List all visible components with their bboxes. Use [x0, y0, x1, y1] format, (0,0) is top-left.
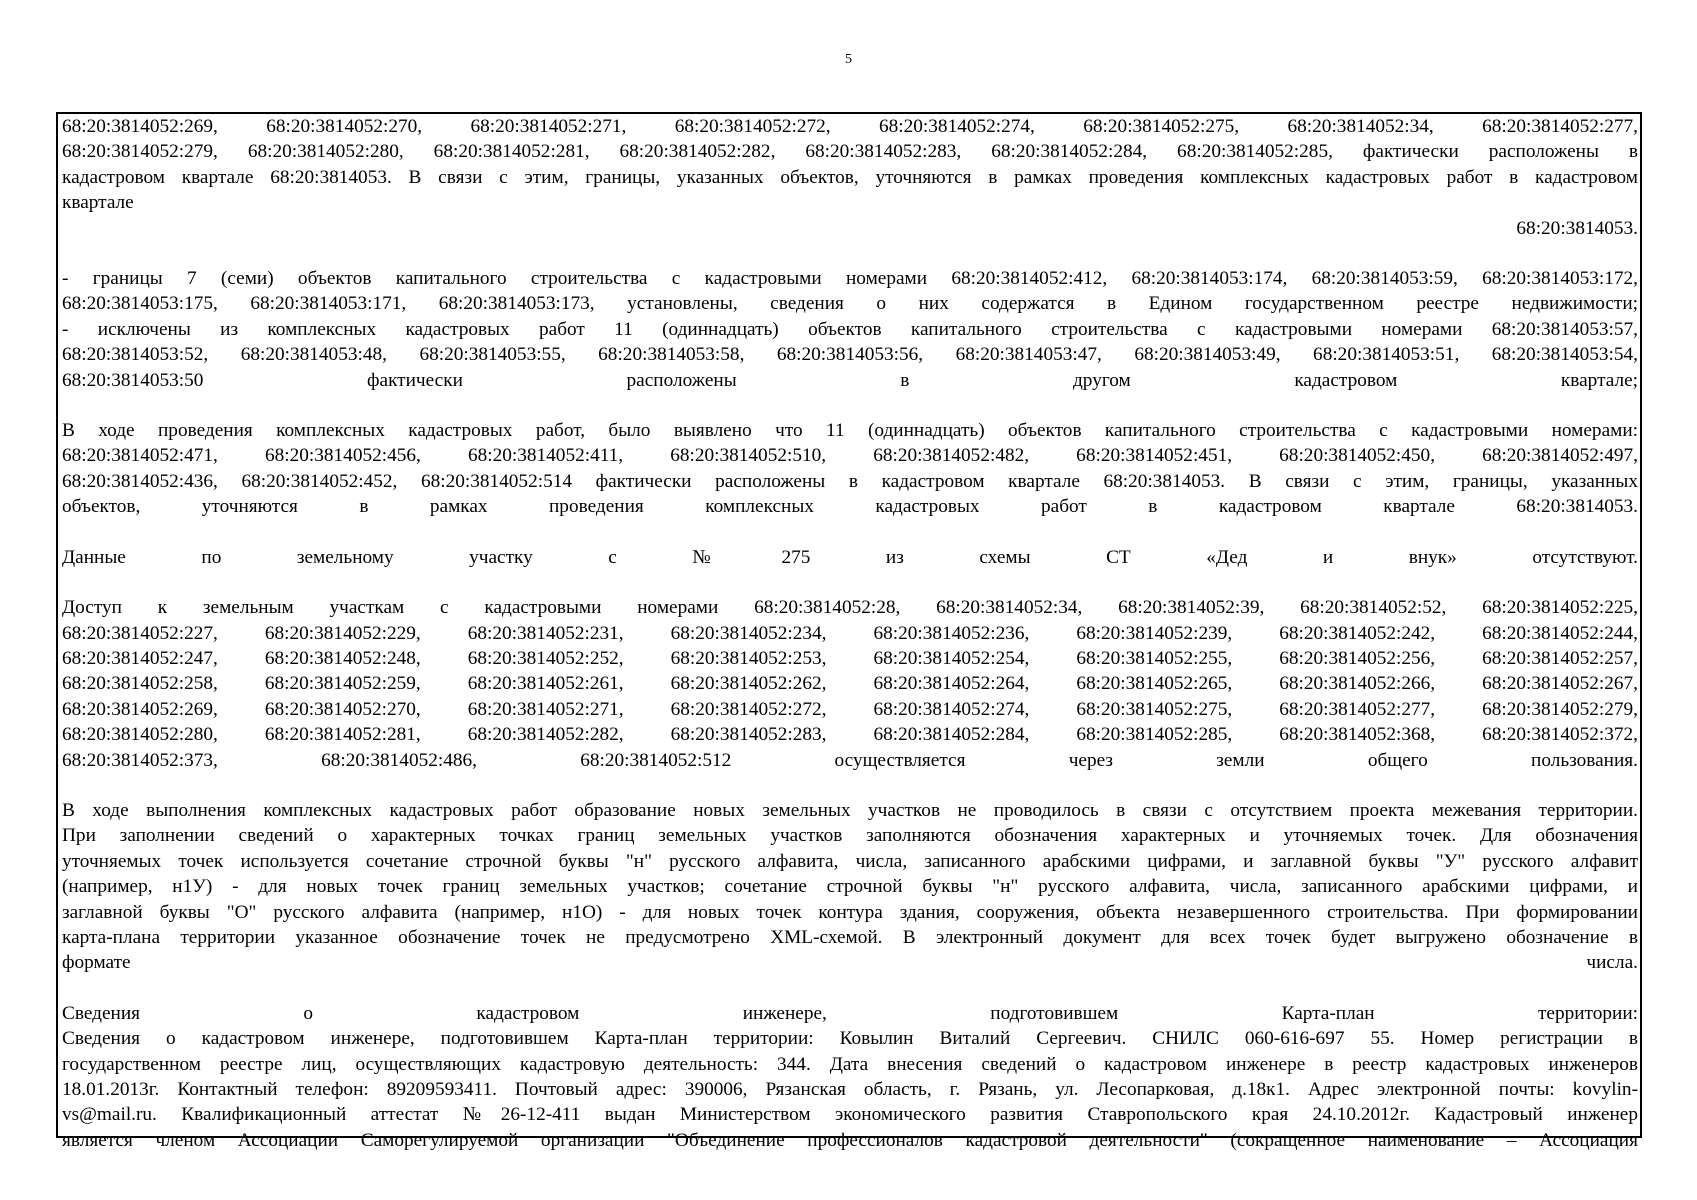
text-line: - исключены из комплексных кадастровых работ 11 (одиннадцать) объектов капитального строительства с кадастровыми номерами 68:20:3814053:57,	[62, 318, 1638, 340]
paragraph-plot-275-missing	[62, 545, 1638, 570]
text-line: vs@mail.ru. Квалификационный аттестат №26-12-411 выдан Министерством экономического развития Ставропольского края 24.10.2012г. Кадастровый инженер	[62, 1104, 1638, 1126]
text-line: карта-плана территории указанное обозначение точек не предусмотрено XML-схемой. В электронный документ для всех точек будет выгружено обозначение в	[62, 926, 1638, 948]
text-line: В ходе выполнения комплексных кадастровых работ образование новых земельных участков не проводилось в связи с отсутствием проекта межевания территории.	[62, 799, 1638, 821]
paragraph-capital-construction-borders	[62, 266, 1638, 393]
text-line: кадастровом квартале 68:20:3814053. В связи с этим, границы, указанных объектов, уточняются в рамках проведения комплексных кадастровых работ в кадастровом	[62, 166, 1638, 188]
document-body	[62, 114, 1638, 1178]
text-line: объектов, уточняются в рамках проведения комплексных кадастровых работ в кадастровом квартале 68:20:3814053.	[62, 496, 1638, 518]
text-line: 68:20:3814053.	[1516, 217, 1638, 239]
text-line: 68:20:3814053:52, 68:20:3814053:48, 68:20:3814053:55, 68:20:3814053:58, 68:20:3814053:56, 68:20:3814053:47, 68:20:3814053:49, 68:20:3814053:51, 68:20:3814053:54,	[62, 344, 1638, 366]
text-line: Доступ к земельным участкам с кадастровыми номерами 68:20:3814052:28, 68:20:3814052:34, 68:20:3814052:39, 68:20:3814052:52, 68:20:3814052:225,	[62, 597, 1638, 619]
text-line: заглавной буквы "О" русского алфавита (например, н1О) - для новых точек контура здания, сооружения, объекта незавершенного строительства. При формировании	[62, 901, 1638, 923]
paragraph-cadastral-engineer-info	[62, 1001, 1638, 1153]
text-line: 68:20:3814052:247, 68:20:3814052:248, 68:20:3814052:252, 68:20:3814052:253, 68:20:3814052:254, 68:20:3814052:255, 68:20:3814052:256, 68:20:3814052:257,	[62, 647, 1638, 669]
text-line: При заполнении сведений о характерных точках границ земельных участков заполняются обозначения характерных и уточняемых точек. Для обозначения	[62, 825, 1638, 847]
text-line: 68:20:3814052:269, 68:20:3814052:270, 68:20:3814052:271, 68:20:3814052:272, 68:20:3814052:274, 68:20:3814052:275, 68:20:3814052:34, 68:20:3814052:277,	[62, 116, 1638, 137]
document-frame	[56, 112, 1642, 1151]
text-line: квартале	[62, 192, 134, 214]
text-line: 68:20:3814052:269, 68:20:3814052:270, 68:20:3814052:271, 68:20:3814052:272, 68:20:3814052:274, 68:20:3814052:275, 68:20:3814052:277, 68:20:3814052:279,	[62, 698, 1638, 720]
text-line: 68:20:3814052:227, 68:20:3814052:229, 68:20:3814052:231, 68:20:3814052:234, 68:20:3814052:236, 68:20:3814052:239, 68:20:3814052:242, 68:20:3814052:244,	[62, 622, 1638, 644]
text-line: 68:20:3814052:258, 68:20:3814052:259, 68:20:3814052:261, 68:20:3814052:262, 68:20:3814052:264, 68:20:3814052:265, 68:20:3814052:266, 68:20:3814052:267,	[62, 673, 1638, 695]
paragraph-objects-in-other-quarter	[62, 114, 1638, 241]
text-line: Сведения о кадастровом инженере, подготовившем Карта-план территории:	[62, 1002, 1638, 1024]
page-number: 5	[845, 52, 852, 67]
text-line: 68:20:3814053:175, 68:20:3814053:171, 68:20:3814053:173, установлены, сведения о них содержатся в Едином государственном реестре недвижимости;	[62, 293, 1638, 315]
text-line: (например, н1У) - для новых точек границ земельных участков; сочетание строчной буквы "н" русского алфавита, числа, записанного арабскими цифрами, и	[62, 876, 1638, 898]
text-line: государственном реестре лиц, осуществляющих кадастровую деятельность: 344. Дата внесения сведений о кадастровом инженере в реестр кадастровых инженеров	[62, 1053, 1638, 1075]
text-line: 68:20:3814052:436, 68:20:3814052:452, 68:20:3814052:514 фактически расположены в кадастровом квартале 68:20:3814053. В связи с этим, границы, указанных	[62, 470, 1638, 492]
text-line: 68:20:3814052:280, 68:20:3814052:281, 68:20:3814052:282, 68:20:3814052:283, 68:20:3814052:284, 68:20:3814052:285, 68:20:3814052:368, 68:20:3814052:372,	[62, 724, 1638, 746]
paragraph-eleven-objects-found	[62, 418, 1638, 520]
text-line: 68:20:3814052:373, 68:20:3814052:486, 68:20:3814052:512 осуществляется через земли общего пользования.	[62, 749, 1638, 771]
text-line: Сведения о кадастровом инженере, подготовившем Карта-план территории: Ковылин Виталий Сергеевич. СНИЛС 060-616-697 55. Номер регистрации в	[62, 1028, 1638, 1050]
text-line: 68:20:3814052:279, 68:20:3814052:280, 68:20:3814052:281, 68:20:3814052:282, 68:20:3814052:283, 68:20:3814052:284, 68:20:3814052:285, фактически расположены в	[62, 141, 1638, 163]
paragraph-access-to-plots	[62, 595, 1638, 773]
text-line: 68:20:3814052:471, 68:20:3814052:456, 68:20:3814052:411, 68:20:3814052:510, 68:20:3814052:482, 68:20:3814052:451, 68:20:3814052:450, 68:20:3814052:497,	[62, 445, 1638, 467]
text-line: формате числа.	[62, 952, 1638, 974]
text-line: уточняемых точек используется сочетание строчной буквы "н" русского алфавита, числа, записанного арабскими цифрами, и заглавной буквы "У" русского алфавит	[62, 850, 1638, 872]
text-line: 68:20:3814053:50 фактически расположены в другом кадастровом квартале;	[62, 369, 1638, 391]
text-line: Данные по земельному участку с №275 из схемы СТ «Дед и внук» отсутствуют.	[62, 546, 1638, 568]
text-line: В ходе проведения комплексных кадастровых работ, было выявлено что 11 (одиннадцать) объектов капитального строительства с кадастровыми номерами:	[62, 420, 1638, 442]
text-line: 18.01.2013г. Контактный телефон: 89209593411. Почтовый адрес: 390006, Рязанская область, г. Рязань, ул. Лесопарковая, д.18к1. Адрес электронной почты: kovylin-	[62, 1079, 1638, 1100]
text-line: - границы 7 (семи) объектов капитального строительства с кадастровыми номерами 68:20:3814052:412, 68:20:3814053:174, 68:20:3814053:59, 68:20:3814053:172,	[62, 268, 1638, 290]
paragraph-point-designations	[62, 798, 1638, 976]
text-line: является членом Ассоциации Саморегулируемой организации "Объединение профессионалов кадастровой деятельности" (сокращенное наименование – Ассоциация	[62, 1129, 1638, 1151]
